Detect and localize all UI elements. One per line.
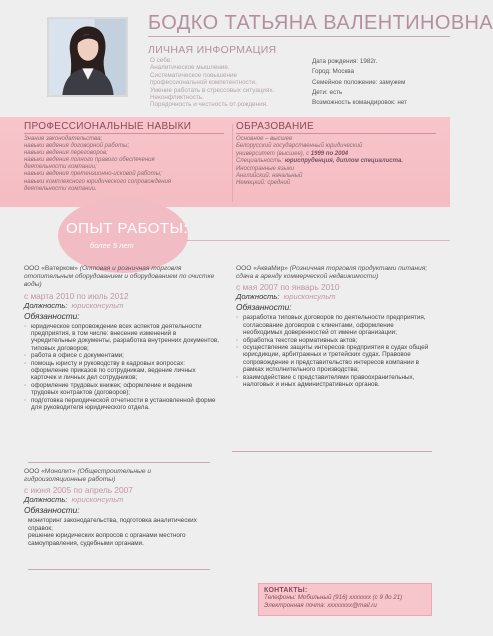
personal-item: Дети: есть bbox=[312, 88, 343, 96]
duty-item: ◦ помощь юристу и руководству в кадровых вопросах: оформление приказов по сотрудникам, ведение личных карточек и личных дел сотрудников; bbox=[24, 360, 220, 382]
job-divider bbox=[232, 451, 432, 452]
skills-list bbox=[24, 136, 224, 193]
job-entry bbox=[236, 265, 432, 388]
job-duties-list bbox=[24, 517, 214, 547]
duty-item: ◦ юридическое сопровождение всех аспектов деятельности предприятия, в том числе: внесение изменений в учредительные документы, разработка внутренних документов, типовых договоров; bbox=[24, 323, 220, 353]
duty-item: ◦ оформление трудовых книжек; оформление и ведение трудовых контрактов (договоров); bbox=[24, 382, 220, 397]
contacts-box bbox=[258, 583, 432, 616]
education-item: Немецкий: средний bbox=[236, 180, 291, 187]
job-entry bbox=[24, 468, 214, 547]
contact-email: Электронная почта: xxxxxxxx@mail.ru bbox=[264, 602, 377, 609]
education-heading-rule bbox=[236, 133, 436, 134]
education-item: Английский: начальный bbox=[236, 173, 303, 180]
skill-item: Знание законодательства; bbox=[24, 136, 103, 142]
job-company: ООО «Монолит» (Общестроительные и гидроизоляционные работы) bbox=[24, 468, 152, 484]
education-heading: ОБРАЗОВАНИЕ bbox=[236, 121, 314, 132]
education-item: Специальность: юриспруденция, диплом специалиста. bbox=[236, 158, 403, 165]
duty-item: ◦ работа в офисе с документами; bbox=[24, 352, 220, 359]
job-divider bbox=[28, 462, 210, 463]
duty-item: ◦ разработка типовых договоров по деятельности предприятия, согласование договоров с клиентами, оформление необходимых доверенностей от имени организации; bbox=[236, 314, 432, 336]
personal-item: Возможность командировок: нет bbox=[312, 99, 408, 107]
skill-item: деятельности компании. bbox=[24, 185, 97, 192]
duty-item: ◦ обработка текстов нормативных актов; bbox=[236, 337, 432, 344]
full-name: БОДКО ТАТЬЯНА ВАЛЕНТИНОВНА bbox=[148, 12, 493, 34]
job-company: ООО «Ватерком» (Оптовая и розничная торговля отопительным оборудованием и оборудованием по очистке воды) bbox=[24, 265, 215, 289]
person-portrait-icon bbox=[49, 19, 126, 95]
personal-item: Город: Москва bbox=[312, 68, 355, 76]
job-duties-list bbox=[236, 314, 432, 388]
education-item: Иностранные языки bbox=[236, 165, 295, 172]
about-list bbox=[150, 57, 310, 109]
about-item: Умение работать в стрессовых ситуациях. bbox=[150, 86, 275, 94]
job-role: Должность: юрисконсульт bbox=[24, 495, 124, 505]
experience-rule bbox=[186, 240, 450, 241]
job-duties-heading: Обязанности: bbox=[24, 505, 80, 516]
name-underline bbox=[148, 36, 450, 37]
skills-heading: ПРОФЕССИОНАЛЬНЫЕ НАВЫКИ bbox=[24, 121, 192, 132]
duty-item: ◦ взаимодействие с представителями правоохранительных, налоговых и иных административных органов. bbox=[236, 374, 432, 389]
job-company: ООО «АкваМир» (Розничная торговля продуктами питания; сдача в аренду коммерческой недвижимости) bbox=[236, 265, 428, 281]
about-item: Неконфликтность. bbox=[150, 94, 204, 102]
skill-item: навыки комплексного юридического сопровождения bbox=[24, 178, 172, 185]
education-item: Основное – высшее bbox=[236, 136, 293, 142]
about-item: О себе: bbox=[150, 57, 173, 64]
experience-heading: ОПЫТ РАБОТЫ: bbox=[66, 220, 189, 237]
skill-item: навыки ведения договорной работы; bbox=[24, 143, 130, 150]
duty-item: ◦ подготовка периодической отчетности в установленной форме для руководителя юридического отдела. bbox=[24, 397, 220, 412]
job-entry bbox=[24, 265, 220, 411]
personal-info-heading: ЛИЧНАЯ ИНФОРМАЦИЯ bbox=[148, 44, 277, 56]
job-period: с марта 2010 по июль 2012 bbox=[24, 290, 129, 301]
about-item: Аналитическое мышление. bbox=[150, 64, 230, 72]
profile-photo bbox=[47, 17, 128, 97]
job-role: Должность: юрисконсульт bbox=[24, 300, 124, 310]
job-divider bbox=[28, 569, 210, 570]
duty-item: решение юридических вопросов с органами местного самоуправления, судебными органами. bbox=[28, 532, 186, 547]
about-item: Систематическое повышение bbox=[150, 71, 237, 79]
personal-item: Семейное положение: замужем bbox=[312, 78, 406, 86]
job-period: с мая 2007 по январь 2010 bbox=[236, 282, 340, 293]
job-duties-list bbox=[24, 323, 220, 412]
education-item: Белорусский государственный юридический bbox=[236, 143, 363, 150]
job-role: Должность: юрисконсульт bbox=[236, 292, 336, 302]
duty-item: мониторинг законодательства, подготовка аналитических справок; bbox=[28, 517, 197, 532]
skills-heading-rule bbox=[24, 133, 224, 134]
personal-item: Дата рождения: 1982г. bbox=[312, 58, 378, 65]
band-divider bbox=[232, 124, 233, 202]
personal-details bbox=[312, 57, 448, 108]
about-item: Порядочность и честность от рождения. bbox=[150, 101, 268, 109]
skill-item: деятельности компании; bbox=[24, 164, 97, 171]
contacts-heading: КОНТАКТЫ: bbox=[264, 587, 308, 594]
job-duties-heading: Обязанности: bbox=[236, 302, 292, 313]
education-list bbox=[236, 136, 441, 188]
job-period: с июня 2005 по апрель 2007 bbox=[24, 485, 133, 496]
job-duties-heading: Обязанности: bbox=[24, 310, 80, 321]
duty-item: ◦ осуществление защиты интересов предприятия в судах общей юрисдикции, арбитражных и третейских судах. Правовое сопровождение и представительство интересов компании в рамках исполнительного производства; bbox=[236, 344, 432, 374]
about-item: профессиональной компетентности. bbox=[150, 79, 257, 87]
skill-item: навыки ведения претензионно-исковой работы; bbox=[24, 171, 162, 178]
experience-years: более 5 лет bbox=[90, 241, 134, 250]
education-item: университет (высшее), с 1999 по 2004 bbox=[236, 150, 349, 157]
skill-item: навыки ведения полного правого обеспечения bbox=[24, 157, 155, 164]
contact-phone: Телефоны: Мобильный (916) xxxxxxx (с 9 до 21) bbox=[264, 594, 403, 601]
skill-item: навыки ведения переговоров; bbox=[24, 150, 108, 157]
